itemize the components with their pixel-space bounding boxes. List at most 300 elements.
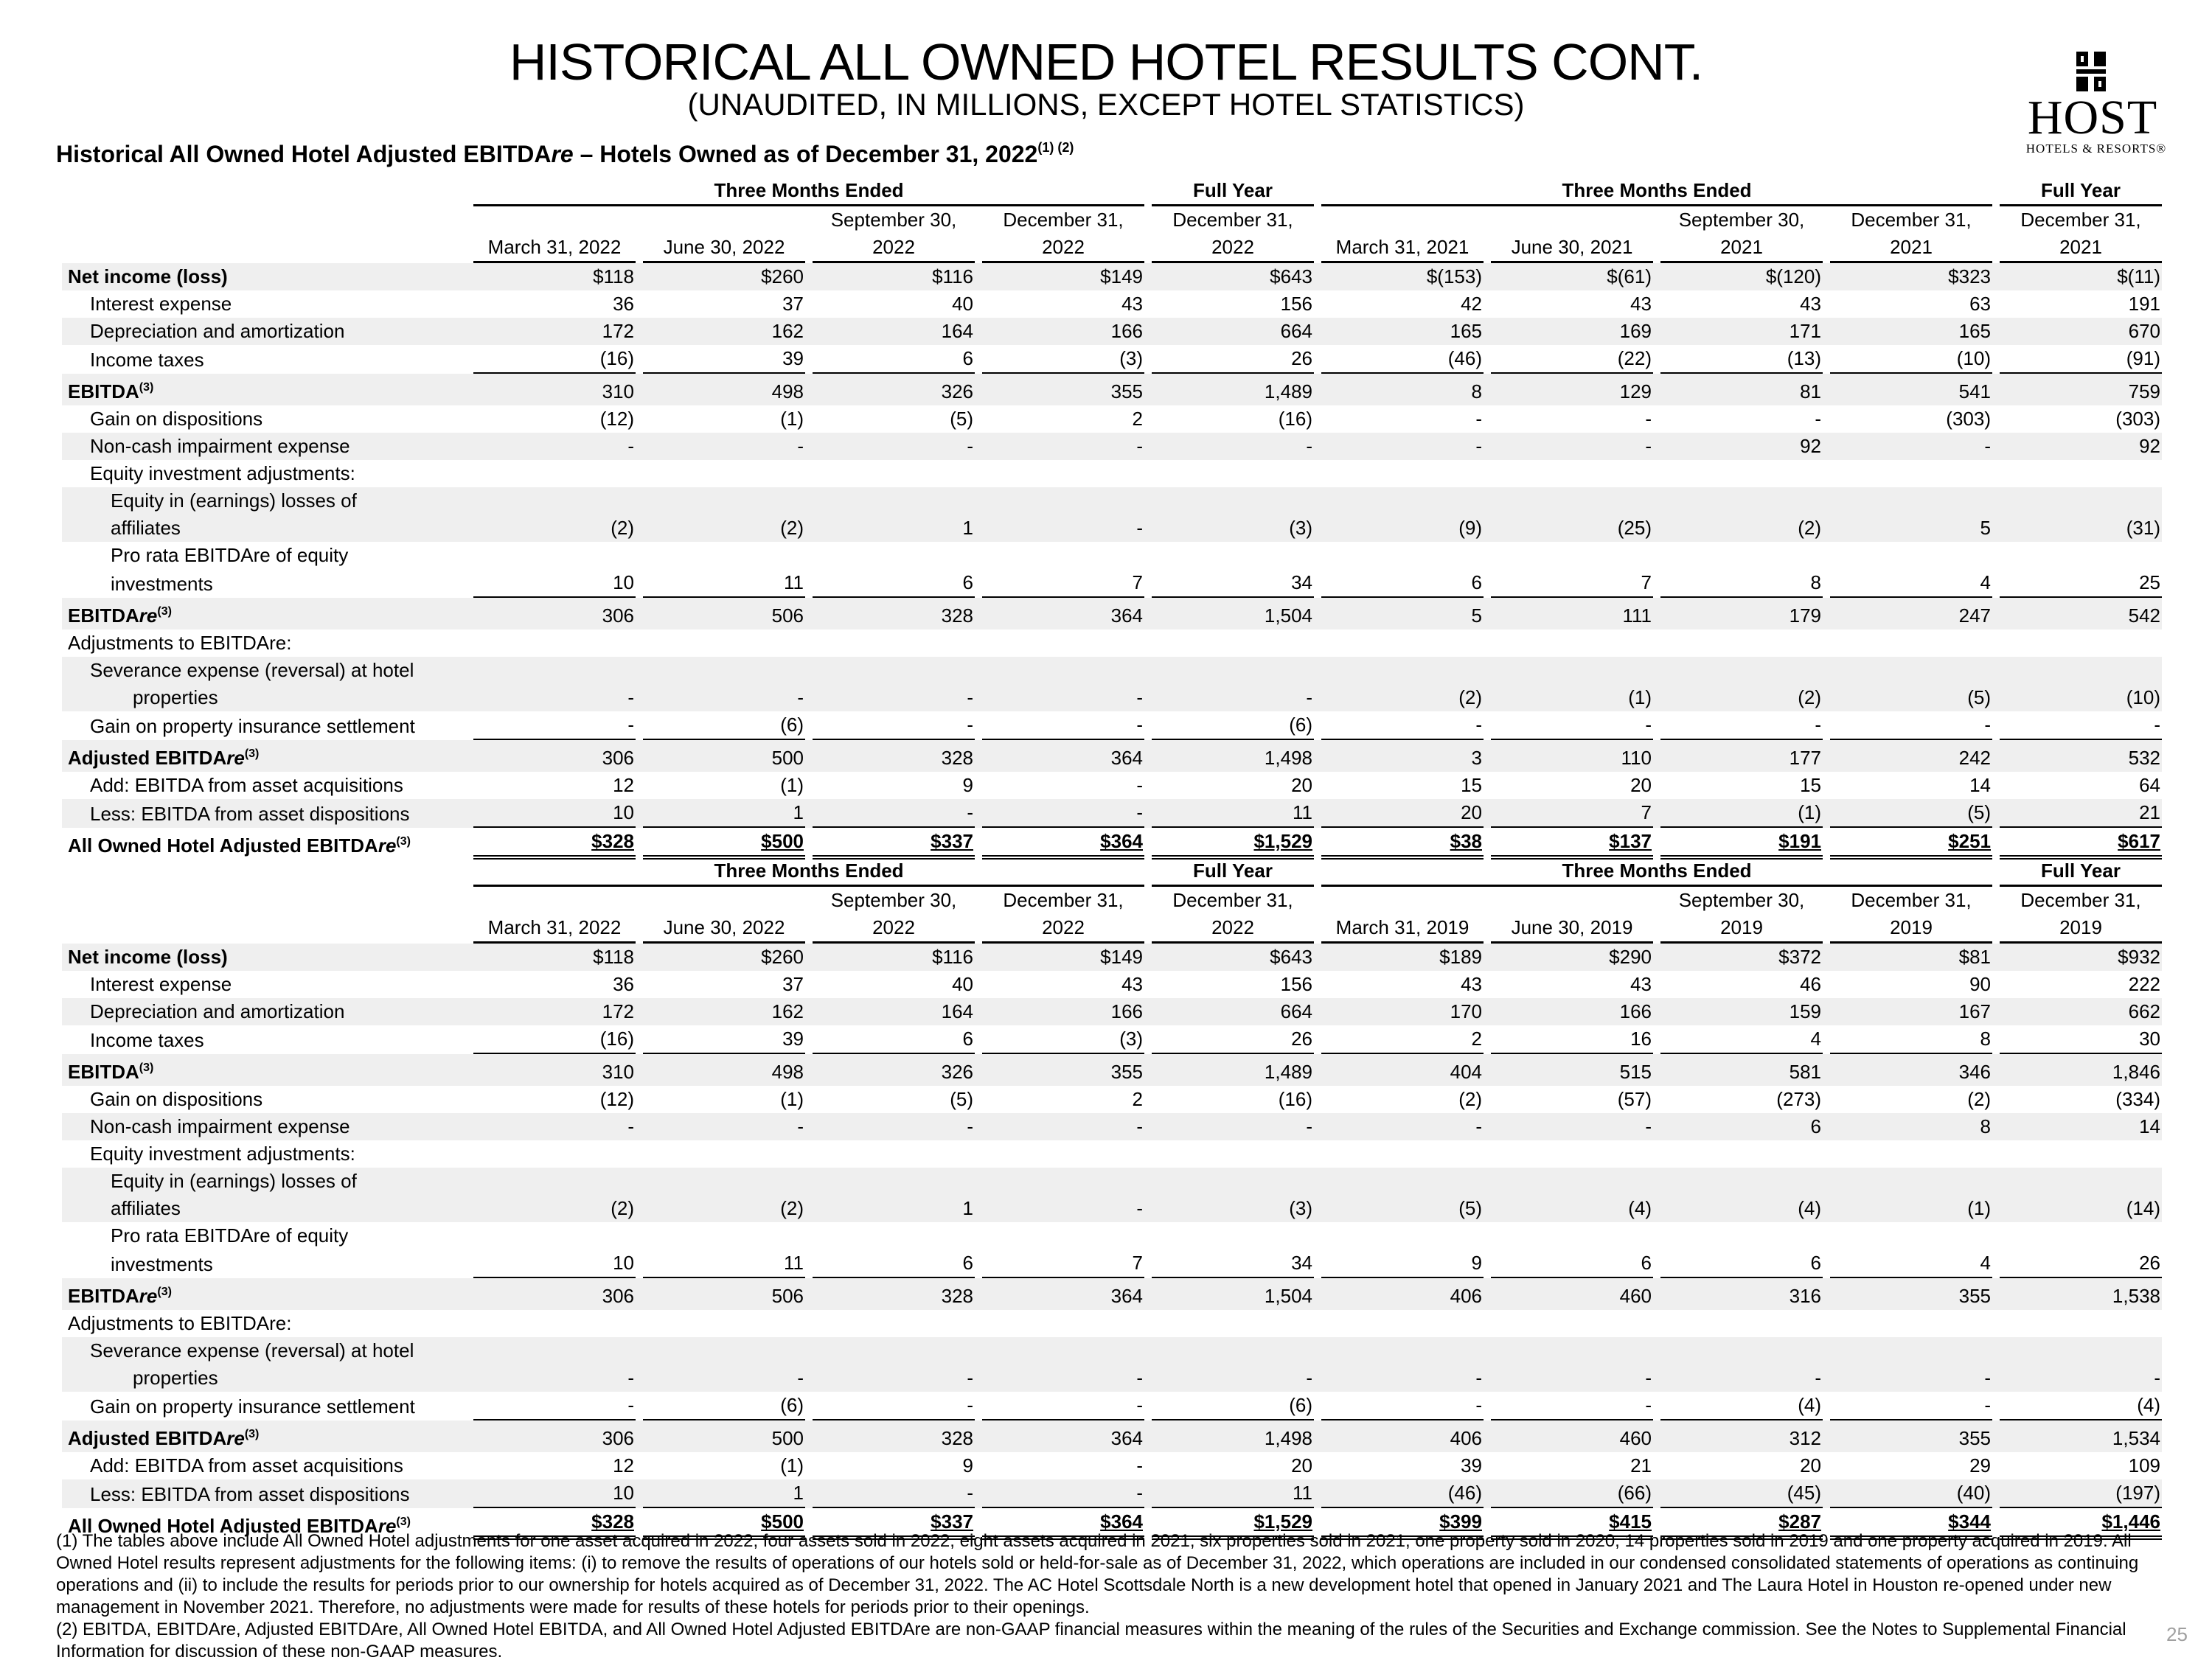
table-row [62, 542, 2162, 569]
cell-value: 9 [1321, 1249, 1484, 1278]
cell-value [2000, 1310, 2162, 1337]
cell-value: 81 [1660, 374, 1823, 405]
footnote-1: (1) The tables above include All Owned Hotel adjustments for one asset acquired in 2022, four assets sold in 2022, eight assets acquired in 2021, six properties sold in 2021, one property sold in 2020, 14 properties sold in 2019 and one property acquired in 2019. All Owned Hotel results represent adjustments for the following items: (i) to remove the results of operations of our hotels sold or held-for-sale as of December 31, 2022, which operations are included in our condensed consolidated statements of operations as continuing operations and (ii) to include the results for periods prior to our ownership for hotels acquired as of December 31, 2022. The AC Hotel Scottsdale North is a new development hotel that opened in January 2021 and The Laura Hotel in Houston re-opened under new management in November 2021. Therefore, no adjustments were made for results of these hotels for periods prior to their openings. [56, 1531, 2139, 1617]
cell-value: $364 [982, 828, 1144, 860]
cell-value: $500 [643, 1508, 805, 1540]
table-row [62, 290, 2162, 318]
cell-value: 306 [473, 598, 636, 630]
row-label: Non-cash impairment expense [62, 433, 466, 460]
cell-value: 11 [1152, 799, 1314, 828]
cell-value: 166 [1491, 998, 1653, 1025]
row-label: Gain on dispositions [90, 408, 263, 430]
cell-value: 355 [1830, 1278, 1992, 1310]
cell-value [813, 542, 975, 569]
cell-value [1660, 1168, 1823, 1195]
cell-value: 312 [1660, 1420, 1823, 1452]
cell-value: 7 [982, 1249, 1144, 1278]
cell-value: (3) [1152, 1195, 1314, 1222]
cell-value: 169 [1491, 318, 1653, 345]
cell-value: - [1152, 433, 1314, 460]
ebitda-table-2022-2019 [62, 857, 2162, 1540]
cell-value: 242 [1830, 740, 1992, 772]
cell-value [473, 657, 636, 684]
table-row [62, 598, 2162, 630]
cell-value: - [1830, 711, 1992, 740]
cell-value: 165 [1321, 318, 1484, 345]
cell-value: 36 [613, 293, 634, 315]
cell-value: (57) [1617, 1088, 1652, 1110]
column-header: September 30, [1678, 889, 1805, 911]
cell-value [982, 460, 1144, 487]
cell-value: - [982, 515, 1144, 542]
cell-value: 12 [613, 1454, 634, 1477]
cell-value: (66) [1491, 1479, 1653, 1508]
cell-value: 21 [1630, 1454, 1652, 1477]
table-row [62, 684, 2162, 711]
group-header-row [62, 177, 2162, 206]
cell-value: 39 [643, 1025, 805, 1054]
cell-value: 355 [982, 374, 1144, 405]
table-row [62, 740, 2162, 772]
cell-value: $344 [1830, 1508, 1992, 1540]
cell-value: - [982, 1195, 1144, 1222]
cell-value: 26 [1152, 1025, 1314, 1054]
cell-value: - [813, 1479, 975, 1508]
column-header: 2022 [982, 234, 1144, 263]
cell-value: - [1491, 433, 1653, 460]
cell-value [813, 630, 975, 657]
cell-value: $(61) [1491, 263, 1653, 290]
group-header: Three Months Ended [473, 857, 1144, 887]
row-label: Pro rata EBITDAre of equity [111, 1224, 349, 1247]
cell-value: $337 [813, 1508, 975, 1540]
cell-value: (303) [1946, 408, 1991, 430]
cell-value [1152, 657, 1314, 684]
row-label: Depreciation and amortization [62, 318, 466, 345]
cell-value: - [982, 684, 1144, 711]
table-row [62, 569, 2162, 598]
cell-value: 166 [982, 318, 1144, 345]
cell-value: 16 [1491, 1025, 1653, 1054]
table-row [62, 318, 2162, 345]
column-header: June 30, 2022 [643, 234, 805, 263]
cell-value: - [982, 1392, 1144, 1420]
cell-value: 247 [1830, 598, 1992, 630]
column-header: 2022 [813, 914, 975, 944]
row-label: Adjusted EBITDAre$^{(3)}$ [62, 1420, 466, 1452]
column-header: December 31, [1851, 209, 1972, 231]
cell-value: 43 [1630, 293, 1652, 315]
cell-value [1321, 1140, 1484, 1168]
cell-value: 20 [1291, 774, 1312, 796]
host-building-icon [2073, 52, 2110, 91]
cell-value: $118 [473, 263, 636, 290]
cell-value: 167 [1830, 998, 1992, 1025]
cell-value: 11 [643, 569, 805, 598]
cell-value: $617 [2000, 828, 2162, 860]
cell-value: 6 [1491, 1249, 1653, 1278]
table-row [62, 1086, 2162, 1113]
cell-value [1660, 1310, 1823, 1337]
column-header [473, 887, 636, 914]
cell-value: 306 [473, 1420, 636, 1452]
cell-value [2000, 630, 2162, 657]
cell-value [1152, 460, 1314, 487]
cell-value: 460 [1491, 1420, 1653, 1452]
cell-value: (12) [599, 1088, 634, 1110]
table-row [62, 1420, 2162, 1452]
cell-value: 1,504 [1152, 1278, 1314, 1310]
cell-value [643, 460, 805, 487]
cell-value [2000, 542, 2162, 569]
cell-value: 170 [1321, 998, 1484, 1025]
cell-value: - [473, 711, 636, 740]
cell-value: (1) [1660, 799, 1823, 828]
group-header: Three Months Ended [1321, 857, 1992, 887]
cell-value [982, 1337, 1144, 1364]
cell-value: $81 [1830, 944, 1992, 971]
cell-value: (2) [473, 515, 636, 542]
cell-value: 177 [1660, 740, 1823, 772]
cell-value: 1 [643, 799, 805, 828]
cell-value: 12 [613, 774, 634, 796]
cell-value: - [1321, 1113, 1484, 1140]
cell-value: (197) [2000, 1479, 2162, 1508]
cell-value: 29 [1969, 1454, 1991, 1477]
cell-value [1491, 542, 1653, 569]
cell-value [982, 1310, 1144, 1337]
column-header: 2022 [1152, 914, 1314, 944]
cell-value [1491, 487, 1653, 515]
cell-value: (5) [1830, 684, 1992, 711]
cell-value [1660, 1222, 1823, 1249]
cell-value: $(153) [1321, 263, 1484, 290]
cell-value: 1,489 [1152, 1054, 1314, 1086]
cell-value: 92 [2000, 433, 2162, 460]
cell-value: - [473, 1392, 636, 1420]
table-row [62, 1140, 2162, 1168]
cell-value: $643 [1152, 263, 1314, 290]
cell-value: 5 [1830, 515, 1992, 542]
cell-value: 14 [1969, 774, 1991, 796]
table-row [62, 772, 2162, 799]
footnote-2: (2) EBITDA, EBITDAre, Adjusted EBITDAre, All Owned Hotel EBITDA, and All Owned Hotel Adjusted EBITDAre are non-GAAP financial measures within the meaning of the rules of the Securities and Exchange commission. See the Notes to Supplemental Financial Information for discussion of these non-GAAP measures. [56, 1620, 2126, 1662]
row-label: Severance expense (reversal) at hotel [62, 657, 466, 684]
cell-value [1491, 657, 1653, 684]
cell-value [982, 657, 1144, 684]
cell-value: - [1645, 408, 1652, 430]
row-label: All Owned Hotel Adjusted EBITDAre$^{(3)}$ [68, 834, 411, 857]
cell-value: $328 [473, 1508, 636, 1540]
cell-value [1660, 657, 1823, 684]
cell-value [813, 1222, 975, 1249]
footnotes [56, 1530, 2165, 1663]
cell-value [1152, 487, 1314, 515]
group-header-row [62, 857, 2162, 887]
cell-value [813, 1337, 975, 1364]
cell-value: 542 [2000, 598, 2162, 630]
cell-value: (2) [1458, 1088, 1482, 1110]
cell-value: 37 [782, 293, 804, 315]
cell-value: 9 [962, 1454, 973, 1477]
cell-value: $118 [473, 944, 636, 971]
cell-value [1491, 1222, 1653, 1249]
cell-value: - [2000, 711, 2162, 740]
cell-value: 156 [1280, 293, 1312, 315]
cell-value: 6 [813, 569, 975, 598]
column-header: March 31, 2022 [473, 234, 636, 263]
cell-value: (1) [780, 774, 804, 796]
cell-value [1491, 1337, 1653, 1364]
cell-value [2000, 1222, 2162, 1249]
row-label: Equity in (earnings) losses of [62, 1168, 466, 1195]
cell-value [1660, 460, 1823, 487]
cell-value [1491, 1310, 1653, 1337]
cell-value [1660, 487, 1823, 515]
cell-value: - [643, 684, 805, 711]
table-row [62, 487, 2162, 515]
cell-value: (45) [1660, 1479, 1823, 1508]
group-header: Full Year [1152, 857, 1314, 887]
row-label: Adjusted EBITDAre$^{(3)}$ [62, 740, 466, 772]
table-row [62, 1278, 2162, 1310]
cell-value: - [1491, 1364, 1653, 1392]
row-label: Add: EBITDA from asset acquisitions [90, 774, 403, 796]
table-row [62, 971, 2162, 998]
cell-value: 328 [813, 1420, 975, 1452]
cell-value [1660, 630, 1823, 657]
cell-value: $137 [1491, 828, 1653, 860]
table-row [62, 799, 2162, 828]
cell-value: 1,846 [2000, 1054, 2162, 1086]
cell-value: 506 [643, 1278, 805, 1310]
cell-value [643, 1222, 805, 1249]
cell-value: - [982, 1479, 1144, 1508]
cell-value: $149 [982, 944, 1144, 971]
table-row [62, 1168, 2162, 1195]
cell-value [813, 1168, 975, 1195]
cell-value: 364 [982, 740, 1144, 772]
cell-value [473, 630, 636, 657]
cell-value: 46 [1800, 973, 1821, 995]
row-label: EBITDA$^{(3)}$ [62, 1054, 466, 1086]
cell-value: (6) [643, 1392, 805, 1420]
cell-value: 109 [2128, 1454, 2160, 1477]
row-label: Depreciation and amortization [62, 998, 466, 1025]
cell-value: 6 [1660, 1113, 1823, 1140]
cell-value [1830, 1168, 1992, 1195]
cell-value: (1) [780, 1454, 804, 1477]
cell-value: $260 [643, 944, 805, 971]
cell-value [1321, 1310, 1484, 1337]
cell-value: - [982, 799, 1144, 828]
cell-value: $500 [643, 828, 805, 860]
cell-value: 164 [813, 998, 975, 1025]
cell-value: $260 [643, 263, 805, 290]
cell-value [982, 630, 1144, 657]
column-header [643, 887, 805, 914]
cell-value: 1,538 [2000, 1278, 2162, 1310]
column-header: December 31, [1172, 889, 1293, 911]
cell-value: 43 [1121, 293, 1143, 315]
cell-value: 20 [1321, 799, 1484, 828]
cell-value: 404 [1321, 1054, 1484, 1086]
cell-value: 664 [1152, 318, 1314, 345]
cell-value [1830, 1337, 1992, 1364]
cell-value: 5 [1321, 598, 1484, 630]
cell-value: 346 [1830, 1054, 1992, 1086]
cell-value: - [1475, 408, 1482, 430]
cell-value: 500 [643, 740, 805, 772]
cell-value: (12) [599, 408, 634, 430]
cell-value [1152, 542, 1314, 569]
cell-value: - [1321, 433, 1484, 460]
row-label: investments [111, 573, 213, 595]
cell-value [982, 542, 1144, 569]
cell-value [643, 542, 805, 569]
cell-value: 1,504 [1152, 598, 1314, 630]
cell-value: 21 [2000, 799, 2162, 828]
cell-value: 92 [1660, 433, 1823, 460]
cell-value: 306 [473, 740, 636, 772]
cell-value: $1,446 [2000, 1508, 2162, 1540]
row-label: Equity investment adjustments: [90, 462, 355, 484]
cell-value: 1,489 [1152, 374, 1314, 405]
row-label: Interest expense [90, 293, 232, 315]
cell-value [1152, 1337, 1314, 1364]
table-row [62, 828, 2162, 860]
row-label: Gain on property insurance settlement [90, 715, 415, 737]
cell-value: 310 [473, 1054, 636, 1086]
cell-value: 664 [1152, 998, 1314, 1025]
cell-value [1660, 1140, 1823, 1168]
cell-value: 159 [1660, 998, 1823, 1025]
column-header: 2022 [982, 914, 1144, 944]
cell-value [643, 1310, 805, 1337]
cell-value: 8 [1830, 1113, 1992, 1140]
cell-value [473, 1140, 636, 1168]
column-header: 2019 [1660, 914, 1823, 944]
cell-value: 165 [1830, 318, 1992, 345]
row-label: Severance expense (reversal) at hotel [62, 1337, 466, 1364]
cell-value: $(120) [1660, 263, 1823, 290]
cell-value: - [1321, 711, 1484, 740]
cell-value [1321, 542, 1484, 569]
cell-value: - [813, 1392, 975, 1420]
cell-value: 110 [1491, 740, 1653, 772]
cell-value: - [813, 1113, 975, 1140]
cell-value: (6) [1152, 1392, 1314, 1420]
table-row [62, 263, 2162, 290]
group-header: Full Year [2000, 177, 2162, 206]
row-label: EBITDAre$^{(3)}$ [62, 598, 466, 630]
column-header: 2022 [813, 234, 975, 263]
cell-value: (3) [982, 1025, 1144, 1054]
row-label: Non-cash impairment expense [62, 1113, 466, 1140]
cell-value: 670 [2000, 318, 2162, 345]
cell-value: 222 [2128, 973, 2160, 995]
cell-value: 15 [1800, 774, 1821, 796]
row-label: Less: EBITDA from asset dispositions [62, 799, 466, 828]
cell-value: (303) [2115, 408, 2160, 430]
cell-value: (3) [1152, 515, 1314, 542]
column-header: 2022 [1152, 234, 1314, 263]
cell-value: (6) [643, 711, 805, 740]
table-row [62, 711, 2162, 740]
cell-value: 1 [643, 1479, 805, 1508]
group-header: Full Year [2000, 857, 2162, 887]
column-header: June 30, 2022 [643, 914, 805, 944]
row-label: Income taxes [90, 1029, 204, 1051]
cell-value [2000, 1337, 2162, 1364]
cell-value: 9 [962, 774, 973, 796]
cell-value: (2) [1660, 684, 1823, 711]
cell-value: (1) [1830, 1195, 1992, 1222]
column-header: March 31, 2019 [1321, 914, 1484, 944]
logo-wordmark: HOST [2027, 91, 2158, 144]
table-row [62, 1195, 2162, 1222]
cell-value: 4 [1660, 1025, 1823, 1054]
row-label: Income taxes [90, 349, 204, 371]
cell-value: (46) [1321, 345, 1484, 374]
cell-value: 2 [1321, 1025, 1484, 1054]
cell-value: - [1152, 1113, 1314, 1140]
table-row [62, 1222, 2162, 1249]
cell-value [1152, 1168, 1314, 1195]
column-header: December 31, [1003, 209, 1124, 231]
cell-value [1830, 657, 1992, 684]
cell-value [982, 1222, 1144, 1249]
cell-value: 6 [813, 345, 975, 374]
host-logo [2019, 52, 2174, 155]
cell-value: - [1321, 1364, 1484, 1392]
cell-value: (31) [2000, 515, 2162, 542]
cell-value: 2 [1132, 1088, 1143, 1110]
cell-value [473, 542, 636, 569]
row-label: Adjustments to EBITDAre: [68, 632, 292, 654]
cell-value: (22) [1491, 345, 1653, 374]
column-header: June 30, 2019 [1491, 914, 1653, 944]
table-row [62, 1025, 2162, 1054]
cell-value: 14 [2000, 1113, 2162, 1140]
cell-value [1152, 630, 1314, 657]
cell-value: 10 [473, 799, 636, 828]
cell-value [1321, 1222, 1484, 1249]
cell-value: - [473, 684, 636, 711]
cell-value [1152, 1140, 1314, 1168]
column-header: 2019 [2000, 914, 2162, 944]
cell-value: 10 [473, 1479, 636, 1508]
cell-value: 7 [1491, 799, 1653, 828]
cell-value: 406 [1321, 1420, 1484, 1452]
cell-value: 90 [1969, 973, 1991, 995]
cell-value: $149 [982, 263, 1144, 290]
row-label: Less: EBITDA from asset dispositions [62, 1479, 466, 1508]
cell-value: 500 [643, 1420, 805, 1452]
cell-value: 306 [473, 1278, 636, 1310]
cell-value: 129 [1491, 374, 1653, 405]
cell-value: 34 [1152, 1249, 1314, 1278]
cell-value: 506 [643, 598, 805, 630]
cell-value [1321, 630, 1484, 657]
column-header: 2021 [1660, 234, 1823, 263]
cell-value: 43 [1630, 973, 1652, 995]
cell-value [1830, 1310, 1992, 1337]
cell-value [2000, 657, 2162, 684]
row-label: affiliates [62, 1195, 466, 1222]
cell-value: 662 [2000, 998, 2162, 1025]
cell-value: 1,498 [1152, 1420, 1314, 1452]
